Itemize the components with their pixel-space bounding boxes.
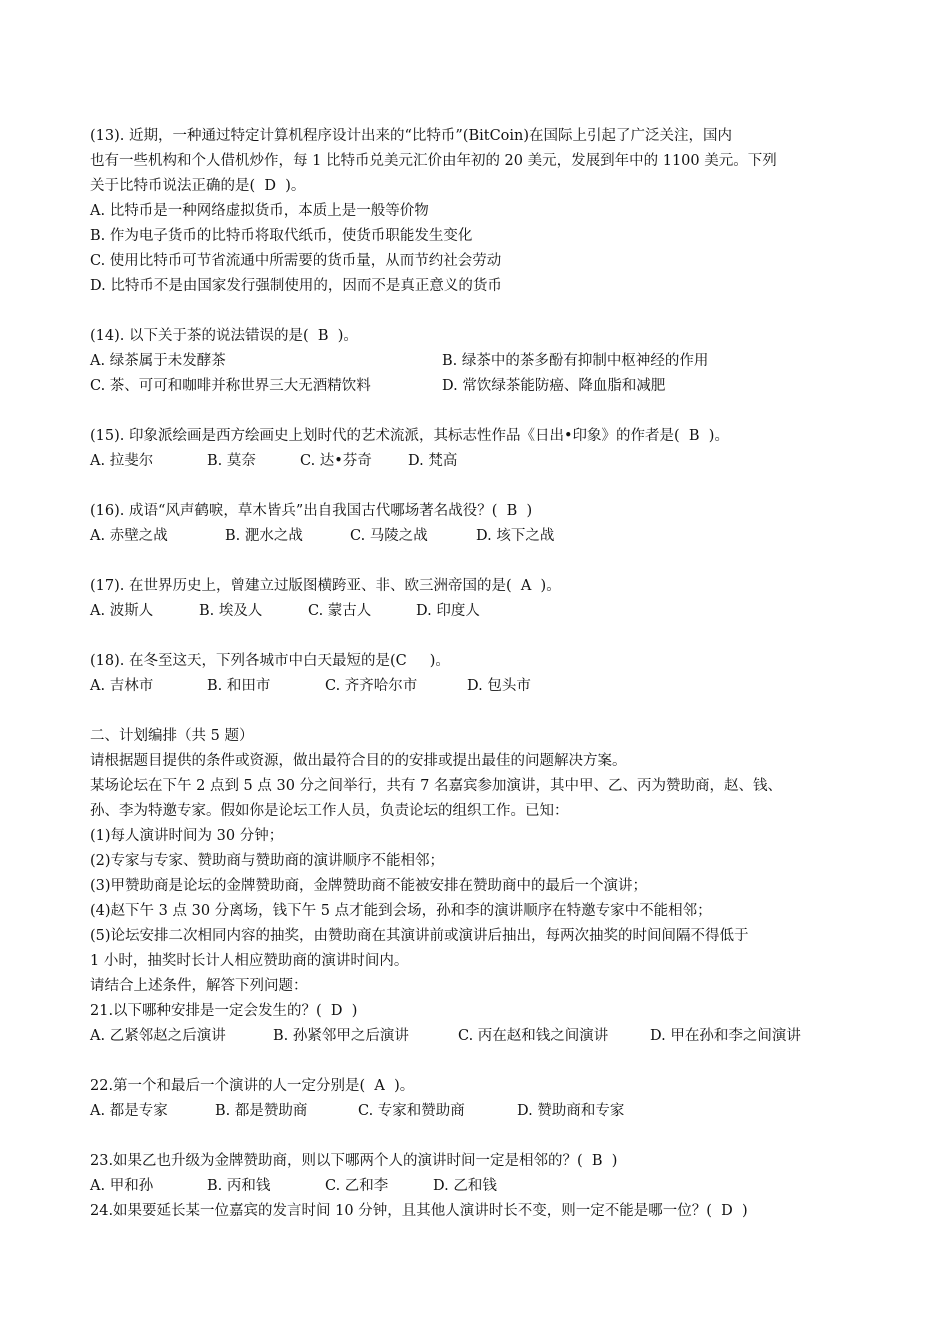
question-21-option-b: B. 孙紧邻甲之后演讲 [273, 1028, 409, 1044]
question-16-option-d: D. 垓下之战 [476, 528, 555, 544]
question-15-option-c: C. 达•芬奇 [300, 453, 372, 469]
question-15-stem: (15). 印象派绘画是西方绘画史上划时代的艺术流派，其标志性作品《日出•印象》的作者是( B )。 [90, 428, 729, 444]
question-13-stem-line-1: (13). 近期，一种通过特定计算机程序设计出来的“比特币”(BitCoin)在国际上引起了广泛关注，国内 [90, 128, 733, 144]
section-2-scenario-line-1: 某场论坛在下午 2 点到 5 点 30 分之间举行，共有 7 名嘉宾参加演讲，其中甲、乙、丙为赞助商，赵、钱、 [90, 778, 782, 794]
question-17-stem: (17). 在世界历史上，曾建立过版图横跨亚、非、欧三洲帝国的是( A )。 [90, 578, 561, 594]
section-2-heading: 二、计划编排（共 5 题） [90, 728, 254, 744]
section-2-prompt: 请结合上述条件，解答下列问题： [90, 978, 308, 994]
question-23-option-d: D. 乙和钱 [433, 1178, 497, 1194]
section-2-condition-4: (4)赵下午 3 点 30 分离场，钱下午 5 点才能到会场，孙和李的演讲顺序在特邀专家中不能相邻； [90, 903, 712, 919]
question-18-option-a: A. 吉林市 [90, 678, 154, 694]
question-23-option-b: B. 丙和钱 [207, 1178, 271, 1194]
question-18-option-d: D. 包头市 [467, 678, 531, 694]
question-23-stem: 23.如果乙也升级为金牌赞助商，则以下哪两个人的演讲时间一定是相邻的？( B ) [90, 1153, 618, 1169]
question-14-option-c: C. 茶、可可和咖啡并称世界三大无酒精饮料 [90, 378, 371, 394]
question-13-option-c: C. 使用比特币可节省流通中所需要的货币量，从而节约社会劳动 [90, 253, 502, 269]
question-14-option-a: A. 绿茶属于未发酵茶 [90, 353, 226, 369]
question-15-option-d: D. 梵高 [408, 453, 458, 469]
question-13-option-b: B. 作为电子货币的比特币将取代纸币，使货币职能发生变化 [90, 228, 473, 244]
question-16-option-a: A. 赤壁之战 [90, 528, 168, 544]
question-22-option-a: A. 都是专家 [90, 1103, 168, 1119]
question-14-stem: (14). 以下关于茶的说法错误的是( B )。 [90, 328, 358, 344]
question-23-option-a: A. 甲和孙 [90, 1178, 154, 1194]
question-17-option-a: A. 波斯人 [90, 603, 154, 619]
section-2-intro: 请根据题目提供的条件或资源，做出最符合目的的安排或提出最佳的问题解决方案。 [90, 753, 627, 769]
question-21-stem: 21.以下哪种安排是一定会发生的？( D ) [90, 1003, 358, 1019]
question-24-stem: 24.如果要延长某一位嘉宾的发言时间 10 分钟，且其他人演讲时长不变，则一定不能是哪一位？( D ) [90, 1203, 748, 1219]
question-22-option-d: D. 赞助商和专家 [517, 1103, 625, 1119]
question-22-option-c: C. 专家和赞助商 [358, 1103, 465, 1119]
section-2-condition-5: (5)论坛安排二次相同内容的抽奖，由赞助商在其演讲前或演讲后抽出，每两次抽奖的时间间隔不得低于 [90, 928, 749, 944]
question-23-option-c: C. 乙和李 [325, 1178, 389, 1194]
section-2-condition-5-cont: 1 小时，抽奖时长计人相应赞助商的演讲时间内。 [90, 953, 409, 969]
question-14-option-b: B. 绿茶中的茶多酚有抑制中枢神经的作用 [442, 353, 709, 369]
question-13-option-a: A. 比特币是一种网络虚拟货币，本质上是一般等价物 [90, 203, 429, 219]
question-16-option-c: C. 马陵之战 [350, 528, 428, 544]
question-13-option-d: D. 比特币不是由国家发行强制使用的，因而不是真正意义的货币 [90, 278, 502, 294]
question-21-option-d: D. 甲在孙和李之间演讲 [650, 1028, 801, 1044]
question-18-stem: (18). 在冬至这天，下列各城市中白天最短的是(C )。 [90, 653, 450, 669]
question-13-stem-line-2: 也有一些机构和个人借机炒作，每 1 比特币兑美元汇价由年初的 20 美元，发展到年中的 1100 美元。下列 [90, 153, 777, 169]
question-18-option-b: B. 和田市 [207, 678, 271, 694]
question-13-stem-line-3: 关于比特币说法正确的是( D )。 [90, 178, 306, 194]
question-21-option-c: C. 丙在赵和钱之间演讲 [458, 1028, 609, 1044]
question-22-option-b: B. 都是赞助商 [215, 1103, 308, 1119]
question-21-option-a: A. 乙紧邻赵之后演讲 [90, 1028, 226, 1044]
question-16-stem: (16). 成语“风声鹤唳，草木皆兵”出自我国古代哪场著名战役？( B ) [90, 503, 533, 519]
question-17-option-d: D. 印度人 [416, 603, 480, 619]
question-17-option-b: B. 埃及人 [199, 603, 263, 619]
section-2-condition-1: (1)每人演讲时间为 30 分钟； [90, 828, 284, 844]
section-2-condition-2: (2)专家与专家、赞助商与赞助商的演讲顺序不能相邻； [90, 853, 445, 869]
question-18-option-c: C. 齐齐哈尔市 [325, 678, 418, 694]
section-2-condition-3: (3)甲赞助商是论坛的金牌赞助商，金牌赞助商不能被安排在赞助商中的最后一个演讲； [90, 878, 648, 894]
question-15-option-b: B. 莫奈 [207, 453, 256, 469]
question-14-option-d: D. 常饮绿茶能防癌、降血脂和减肥 [442, 378, 666, 394]
question-16-option-b: B. 淝水之战 [225, 528, 303, 544]
question-22-stem: 22.第一个和最后一个演讲的人一定分别是( A )。 [90, 1078, 415, 1094]
section-2-scenario-line-2: 孙、李为特邀专家。假如你是论坛工作人员，负责论坛的组织工作。已知： [90, 803, 569, 819]
question-17-option-c: C. 蒙古人 [308, 603, 372, 619]
question-15-option-a: A. 拉斐尔 [90, 453, 154, 469]
